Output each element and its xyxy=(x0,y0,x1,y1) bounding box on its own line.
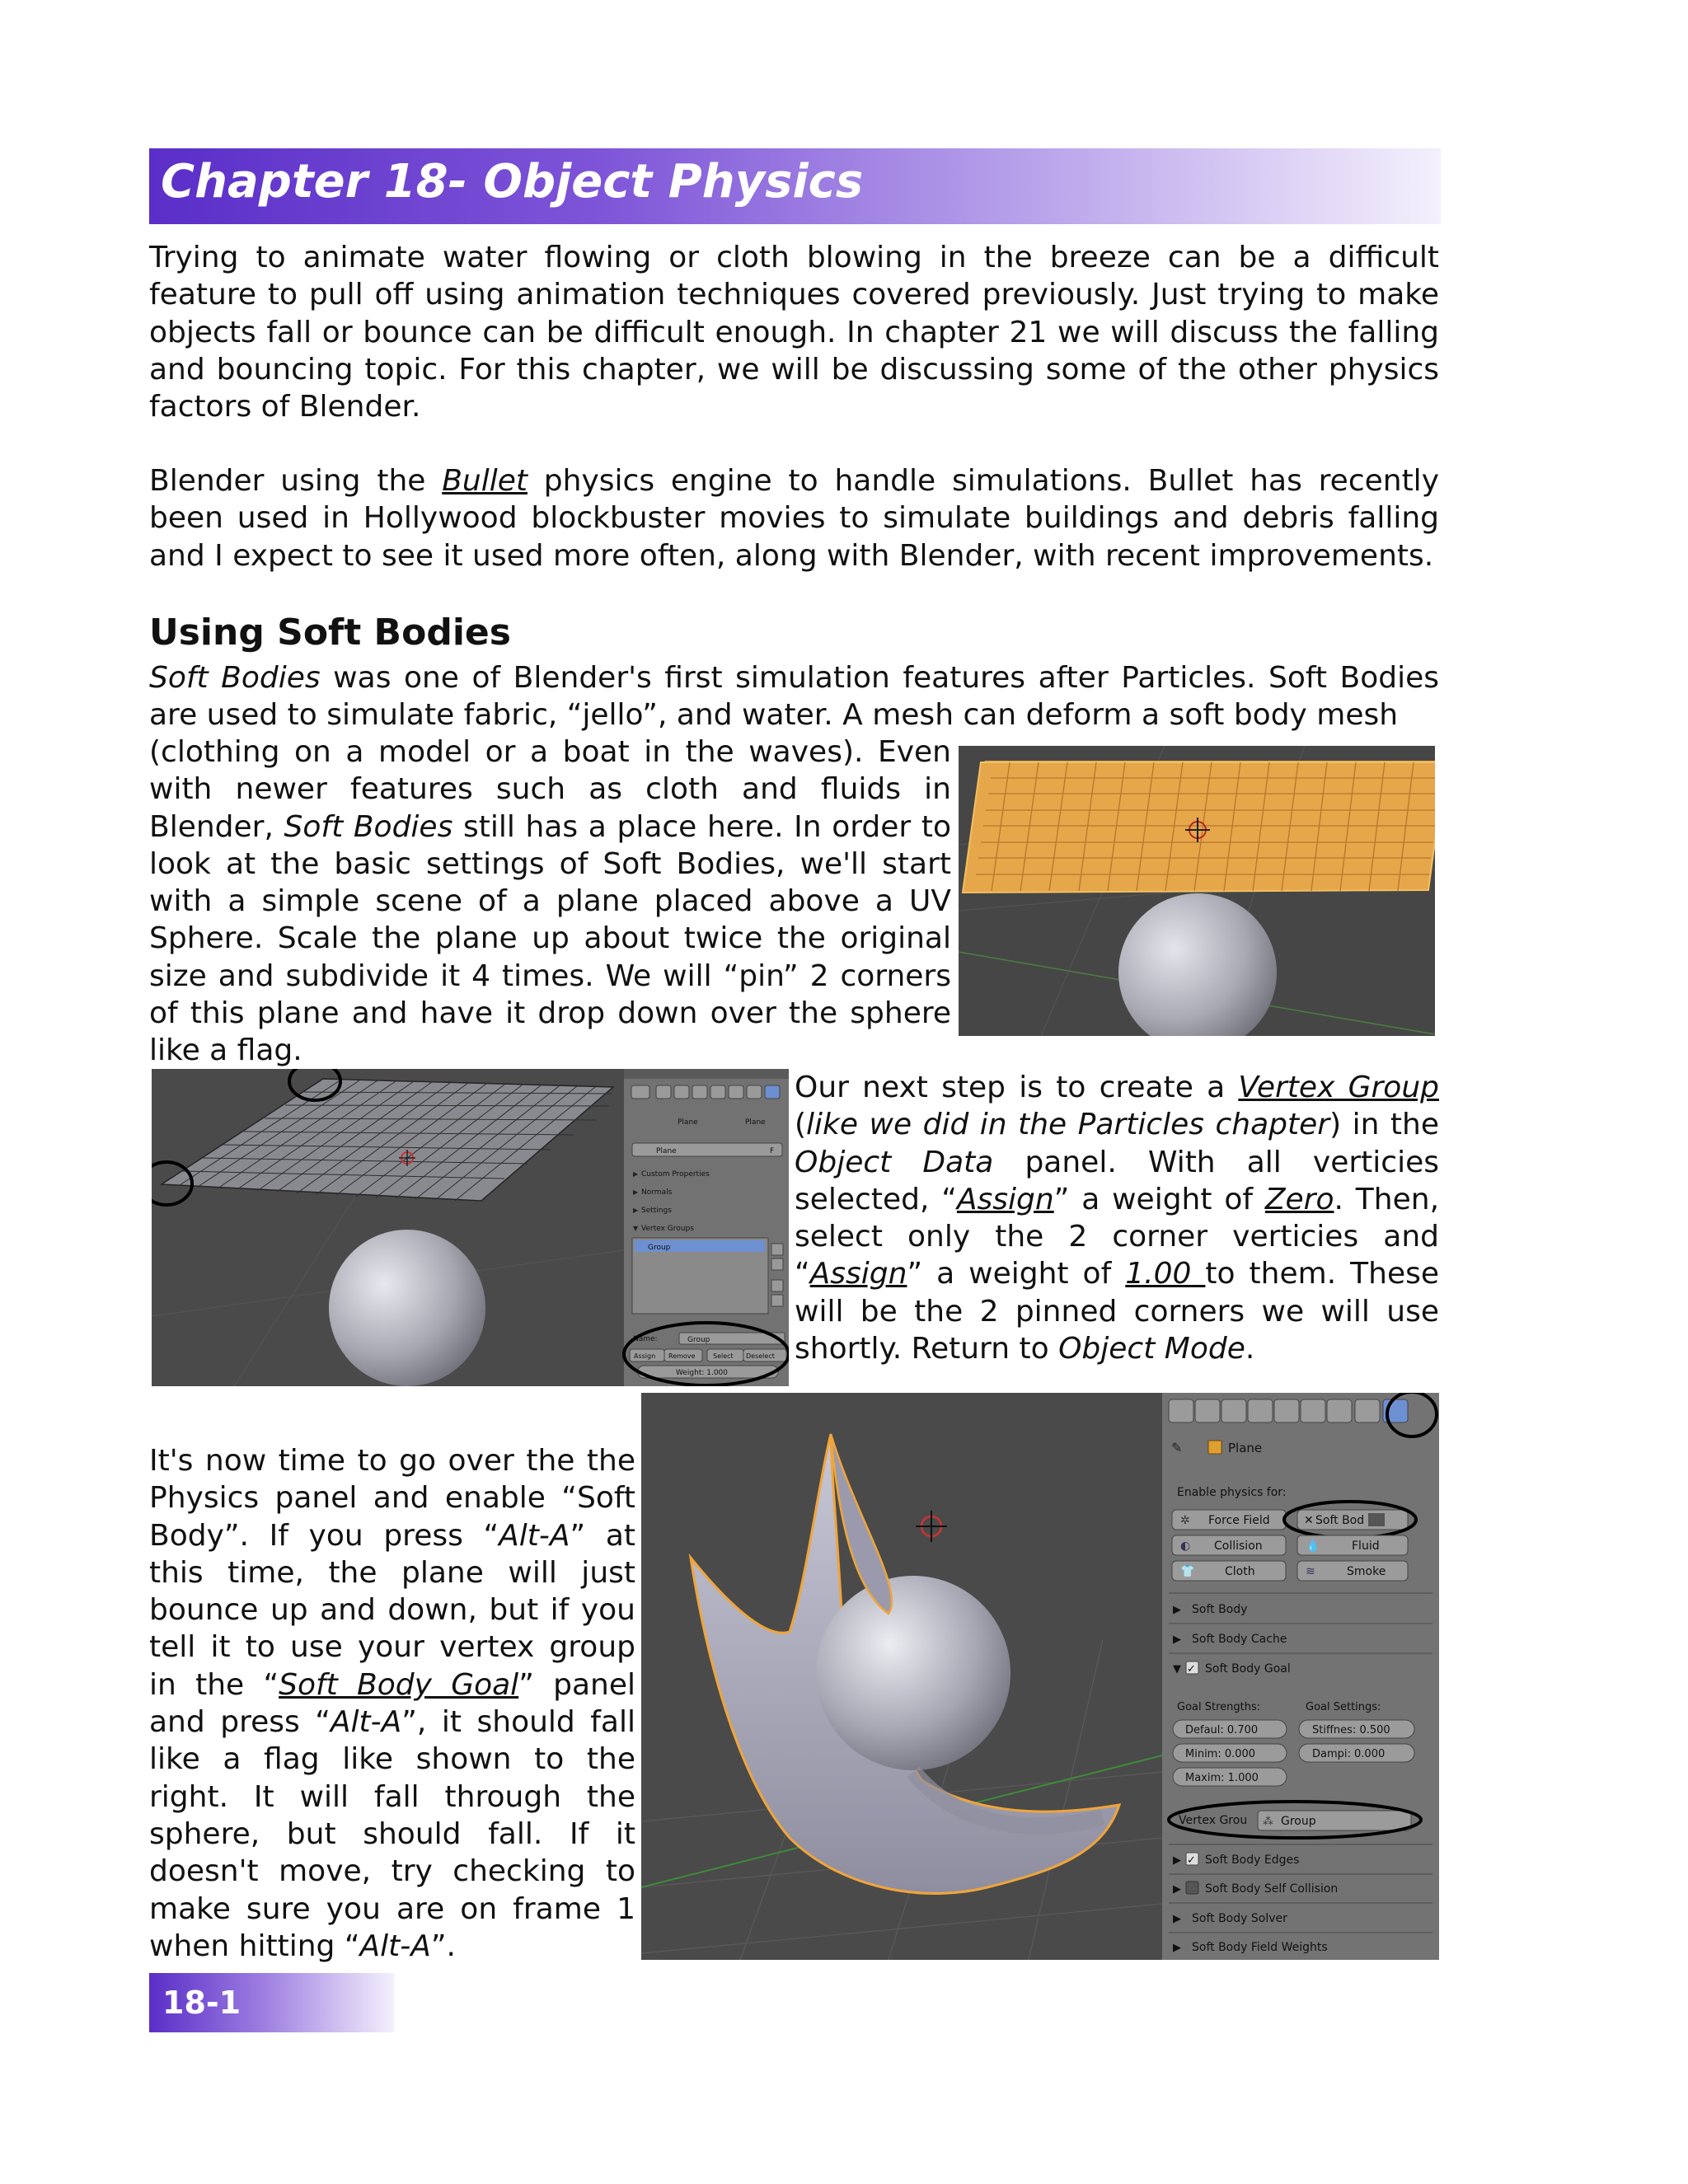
vertex-group-paragraph xyxy=(795,1069,1439,1367)
fluid-label: Fluid xyxy=(1352,1540,1380,1553)
assign-link[interactable]: Assign xyxy=(956,1182,1054,1216)
text-run: ( xyxy=(795,1108,807,1142)
shortcut-key: Alt-A xyxy=(499,1518,570,1553)
chapter-banner xyxy=(149,148,1441,224)
weight-value: Weight: 1.000 xyxy=(676,1369,729,1377)
text-run: was one of Blender's first simulation features after Particles. Soft Bodies are used to simulate fabric, “jello”, and water. A mesh can deform a soft body mesh xyxy=(149,661,1440,733)
object-label: Plane xyxy=(678,1118,698,1127)
stiffness-value: Stiffnes: 0.500 xyxy=(1312,1724,1390,1736)
soft-body-field-weights-section[interactable]: Soft Body Field Weights xyxy=(1192,1941,1328,1954)
soft-body-solver-section[interactable]: Soft Body Solver xyxy=(1192,1912,1287,1925)
plane-outline xyxy=(963,762,1435,893)
sphere-shape xyxy=(816,1576,1010,1770)
chapter-title: Chapter 18- Object Physics xyxy=(161,155,864,209)
soft-body-section[interactable]: Soft Body xyxy=(1192,1603,1248,1616)
cloth-label: Cloth xyxy=(1225,1565,1255,1578)
minimum-value: Minim: 0.000 xyxy=(1185,1748,1256,1760)
assign-button-label: Assign xyxy=(634,1352,656,1360)
text-run: panel. With all verticies selected, “ xyxy=(795,1145,1439,1216)
collision-label: Collision xyxy=(1214,1540,1263,1553)
soft-bodies-term: Soft Bodies xyxy=(149,661,321,695)
page-number-badge xyxy=(149,1973,394,2032)
zero-link[interactable]: Zero xyxy=(1264,1182,1334,1216)
expand-icon[interactable]: ▶ xyxy=(1173,1604,1181,1616)
soft-body-goal-link[interactable]: Soft Body Goal xyxy=(279,1667,519,1702)
soft-bodies-paragraph xyxy=(149,659,1439,734)
goal-strengths-label: Goal Strengths: xyxy=(1177,1701,1261,1713)
vertex-group-icon: ⁂ xyxy=(1263,1816,1273,1828)
remove-button-label: Remove xyxy=(668,1352,696,1360)
soft-body-edges-section[interactable]: Soft Body Edges xyxy=(1205,1854,1300,1867)
expand-icon[interactable]: ▶ xyxy=(1173,1942,1181,1954)
expand-icon[interactable]: ▶ xyxy=(1173,1854,1181,1867)
vertex-group-item-label: Group xyxy=(648,1244,671,1252)
name-field-value: Plane xyxy=(656,1147,677,1155)
text-run: . Then, select only the 2 corner verticies and “ xyxy=(795,1182,1440,1291)
cloth-icon: 👕 xyxy=(1180,1565,1195,1578)
group-name-value: Group xyxy=(687,1336,710,1344)
data-label: Plane xyxy=(745,1118,766,1127)
page-number: 18-1 xyxy=(162,1985,241,2021)
text-run: . xyxy=(1245,1332,1255,1366)
force-field-icon: ✲ xyxy=(1180,1514,1190,1527)
intro-paragraph-1: Trying to animate water flowing or cloth blowing in the breeze can be a difficult feature to pull off using animation techniques covered previously. Just trying to make objects fall or bounce can be difficult enough. In chapter 21 we will discuss the falling and bouncing topic. For this chapter, we will be discussing some of the other physics factors of Blender. xyxy=(149,241,1439,424)
shortcut-key: Alt-A xyxy=(359,1929,431,1963)
expand-icon[interactable]: ▶ xyxy=(1173,1913,1181,1925)
custom-properties-header[interactable]: Custom Properties xyxy=(641,1170,710,1179)
move-up-button[interactable] xyxy=(771,1280,783,1291)
text-run: ” a weight of xyxy=(1053,1182,1265,1216)
shortcut-key: Alt-A xyxy=(330,1705,402,1740)
text-run: Object Data xyxy=(795,1145,994,1179)
collapse-icon[interactable]: ▼ xyxy=(1173,1663,1181,1675)
assign-link[interactable]: Assign xyxy=(809,1257,907,1291)
text-run: ” panel and press “ xyxy=(149,1667,636,1740)
vertex-group-label: Vertex Grou xyxy=(1179,1814,1248,1827)
text-run: ”, it should fall like a flag like shown to the right. It will fall through the sphere, but should fall. If it doesn't move, try checking to make sure you are on frame 1 when hitting “ xyxy=(149,1705,635,1963)
text-run: ” at this time, the plane will just bounce up and down, but if you tell it to use your vertex group in the “ xyxy=(149,1518,635,1702)
name-label: Name: xyxy=(633,1335,658,1343)
intro-section-2 xyxy=(149,462,1439,574)
text-run: physics engine to handle simulations. Bullet has recently been used in Hollywood blockbuster movies to simulate buildings and debris falling and I expect to see it used more often, along with Blender, with recent improvements. xyxy=(149,464,1439,573)
default-value: Defaul: 0.700 xyxy=(1185,1724,1259,1736)
name-field[interactable] xyxy=(632,1143,782,1156)
normals-header[interactable]: Normals xyxy=(641,1188,673,1197)
select-button-label: Select xyxy=(713,1352,734,1360)
add-group-button[interactable] xyxy=(771,1244,783,1255)
collision-icon: ◐ xyxy=(1180,1540,1191,1553)
enable-physics-label: Enable physics for: xyxy=(1177,1486,1287,1499)
soft-body-label: Soft Bod xyxy=(1315,1514,1365,1527)
remove-group-button[interactable] xyxy=(771,1258,783,1270)
soft-bodies-left-column xyxy=(149,733,951,1070)
object-label: Plane xyxy=(1228,1441,1263,1455)
smoke-label: Smoke xyxy=(1347,1565,1386,1578)
smoke-icon: ≋ xyxy=(1306,1565,1315,1578)
text-run: (clothing on a model or a boat in the waves). Even with newer features such as cloth and fluids in Blender, xyxy=(149,735,951,844)
svg-text:▶: ▶ xyxy=(633,1188,639,1196)
goal-settings-label: Goal Settings: xyxy=(1306,1701,1381,1713)
expand-icon[interactable]: ▶ xyxy=(1173,1633,1181,1646)
section-heading: Using Soft Bodies xyxy=(149,612,511,654)
weight-one-link[interactable]: 1.00 xyxy=(1125,1257,1206,1291)
force-field-label: Force Field xyxy=(1208,1514,1270,1527)
text-run: to them. These will be the 2 pinned corners we will use shortly. Return to xyxy=(795,1257,1439,1366)
checkmark-icon: ✓ xyxy=(1187,1663,1196,1675)
text-run: Blender using the xyxy=(149,464,443,498)
physics-text xyxy=(149,1442,635,1965)
vertex-groups-header[interactable]: Vertex Groups xyxy=(641,1225,694,1233)
expand-icon[interactable]: ▶ xyxy=(1173,1883,1181,1896)
soft-body-physics-figure xyxy=(641,1393,1439,1960)
svg-text:▶: ▶ xyxy=(633,1170,639,1178)
text-run: ) in the xyxy=(1329,1108,1439,1142)
text-run: like we did in the Particles chapter xyxy=(806,1108,1330,1142)
bullet-link[interactable]: Bullet xyxy=(442,464,528,498)
physics-paragraph xyxy=(149,1442,635,1965)
soft-bodies-intro xyxy=(149,659,1439,734)
vertex-group-link[interactable]: Vertex Group xyxy=(1238,1071,1439,1104)
svg-text:▶: ▶ xyxy=(633,1207,639,1214)
plane-above-sphere-figure xyxy=(959,746,1435,1036)
mesh-object-icon xyxy=(1208,1441,1221,1454)
checkmark-icon: ✓ xyxy=(1187,1854,1196,1867)
soft-body-self-collision-section[interactable]: Soft Body Self Collision xyxy=(1205,1882,1339,1896)
intro-section xyxy=(149,239,1439,425)
intro-paragraph-2 xyxy=(149,462,1439,574)
soft-bodies-paragraph-cont xyxy=(149,733,951,1070)
close-icon[interactable]: ✕ xyxy=(1304,1514,1314,1527)
maximum-value: Maxim: 1.000 xyxy=(1185,1772,1259,1784)
fake-user-label: F xyxy=(770,1147,775,1155)
soft-body-cache-section[interactable]: Soft Body Cache xyxy=(1192,1633,1287,1646)
text-run: ”. xyxy=(430,1929,456,1963)
fluid-icon: 💧 xyxy=(1306,1540,1320,1553)
move-down-button[interactable] xyxy=(771,1295,783,1306)
camera-icon[interactable] xyxy=(1368,1513,1385,1526)
deselect-button-label: Deselect xyxy=(746,1352,775,1360)
text-run: still has a place here. In order to look at the basic settings of Soft Bodies, we'll start with a simple scene of a plane placed above a UV Sphere. Scale the plane up about twice the original size and subdivide it 4 times. We will “pin” 2 corners of this plane and have it drop down over the sphere like a flag. xyxy=(149,809,952,1068)
damping-value: Dampi: 0.000 xyxy=(1312,1748,1386,1760)
text-run: Object Mode xyxy=(1058,1332,1245,1366)
text-run: Our next step is to create a xyxy=(795,1071,1239,1104)
soft-bodies-term: Soft Bodies xyxy=(284,809,453,844)
self-collision-checkbox[interactable] xyxy=(1186,1882,1198,1894)
settings-header[interactable]: Settings xyxy=(641,1207,672,1215)
text-run: ” a weight of xyxy=(907,1257,1126,1291)
sphere-shape xyxy=(329,1230,485,1386)
soft-body-goal-section[interactable]: Soft Body Goal xyxy=(1205,1662,1291,1675)
vertex-group-text xyxy=(795,1069,1439,1367)
text-run: It's now time to go over the the Physics panel and enable “Soft Body”. If you press “ xyxy=(149,1444,635,1553)
vertex-group-figure xyxy=(152,1069,789,1386)
svg-text:▼: ▼ xyxy=(633,1225,639,1232)
vertex-group-value: Group xyxy=(1281,1815,1316,1828)
pin-icon[interactable]: ✎ xyxy=(1171,1440,1183,1455)
